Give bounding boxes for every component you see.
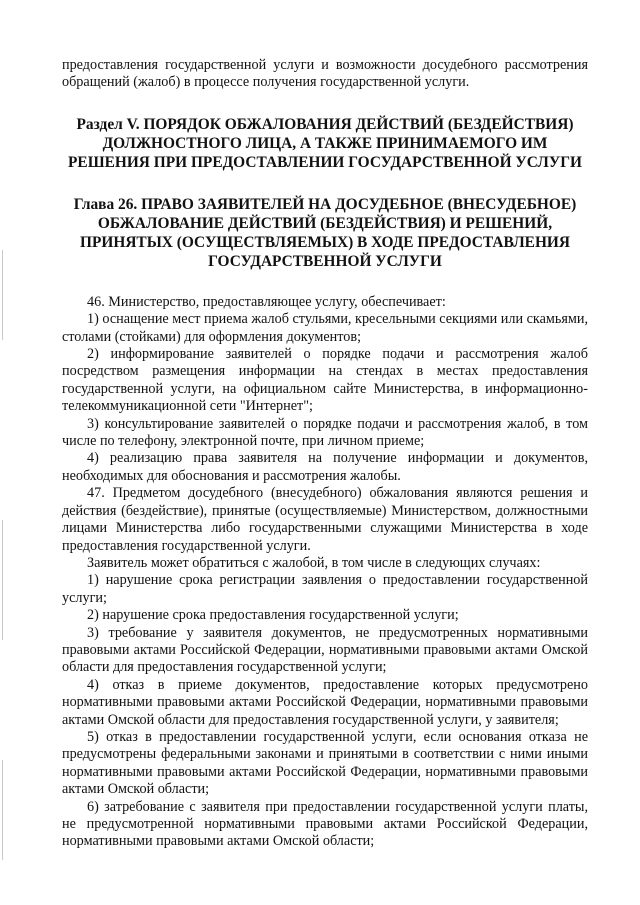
document-body [62,57,588,851]
scan-edge-mark [2,250,3,340]
paragraph: 3) требование у заявителя документов, не предусмотренных нормативными правовыми актами Российской Федерации, нормативными правовыми актами Омской области для предоставления государственной услуги; [62,624,588,676]
scan-edge-mark [2,760,3,860]
section-heading: Раздел V. ПОРЯДОК ОБЖАЛОВАНИЯ ДЕЙСТВИЙ (БЕЗДЕЙСТВИЯ) ДОЛЖНОСТНОГО ЛИЦА, А ТАКЖЕ ПРИНИМАЕМОГО ИМ РЕШЕНИЯ ПРИ ПРЕДОСТАВЛЕНИИ ГОСУДАРСТВЕННОЙ УСЛУГИ [68,115,582,171]
paragraph: 2) нарушение срока предоставления государственной услуги; [87,607,459,624]
paragraph: 2) информирование заявителей о порядке подачи и рассмотрения жалоб посредством размещения информации на стендах в местах предоставления государственной услуги, на официальном сайте Министерства, в информационно-телекоммуникационной сети "Интернет"; [62,346,588,415]
scan-edge-mark [2,520,3,640]
paragraph: 5) отказ в предоставлении государственной услуги, если основания отказа не предусмотрены федеральными законами и принятыми в соответствии с ними иными нормативными правовыми актами Российской Федерации, нормативными правовыми актами Омской области; [62,728,588,798]
paragraph: 4) отказ в приеме документов, предоставление которых предусмотрено нормативными правовыми актами Российской Федерации, нормативными правовыми актами Омской области для предоставления государственной услуги, у заявителя; [62,676,588,728]
paragraph: 6) затребование с заявителя при предоставлении государственной услуги платы, не предусмотренной нормативными правовыми актами Российской Федерации, нормативными правовыми актами Омской области; [62,798,588,850]
paragraph: 1) оснащение мест приема жалоб стульями, кресельными секциями или скамьями, столами (стойками) для оформления документов; [62,311,588,345]
paragraph: 1) нарушение срока регистрации заявления о предоставлении государственной услуги; [62,572,588,606]
paragraph: 3) консультирование заявителей о порядке подачи и рассмотрения жалоб, в том числе по телефону, электронной почте, при личном приеме; [62,415,588,450]
paragraph: 47. Предметом досудебного (внесудебного) обжалования являются решения и действия (бездействие), принятые (осуществляемые) Министерством, должностными лицами Министерства либо государственными служащими Министерства в ходе предоставления государственной услуги. [62,485,588,554]
intro-fragment: предоставления государственной услуги и возможности досудебного рассмотрения обращений (жалоб) в процессе получения государственной услуги. [62,57,588,91]
paragraph: 46. Министерство, предоставляющее услугу, обеспечивает: [87,293,446,310]
chapter-heading: Глава 26. ПРАВО ЗАЯВИТЕЛЕЙ НА ДОСУДЕБНОЕ (ВНЕСУДЕБНОЕ) ОБЖАЛОВАНИЕ ДЕЙСТВИЙ (БЕЗДЕЙСТВИЯ) И РЕШЕНИЙ, ПРИНЯТЫХ (ОСУЩЕСТВЛЯЕМЫХ) В ХОДЕ ПРЕДОСТАВЛЕНИЯ ГОСУДАРСТВЕННОЙ УСЛУГИ [73,195,577,270]
paragraph: Заявитель может обратиться с жалобой, в том числе в следующих случаях: [87,554,541,571]
paragraph: 4) реализацию права заявителя на получение информации и документов, необходимых для обоснования и рассмотрения жалобы. [62,450,588,484]
